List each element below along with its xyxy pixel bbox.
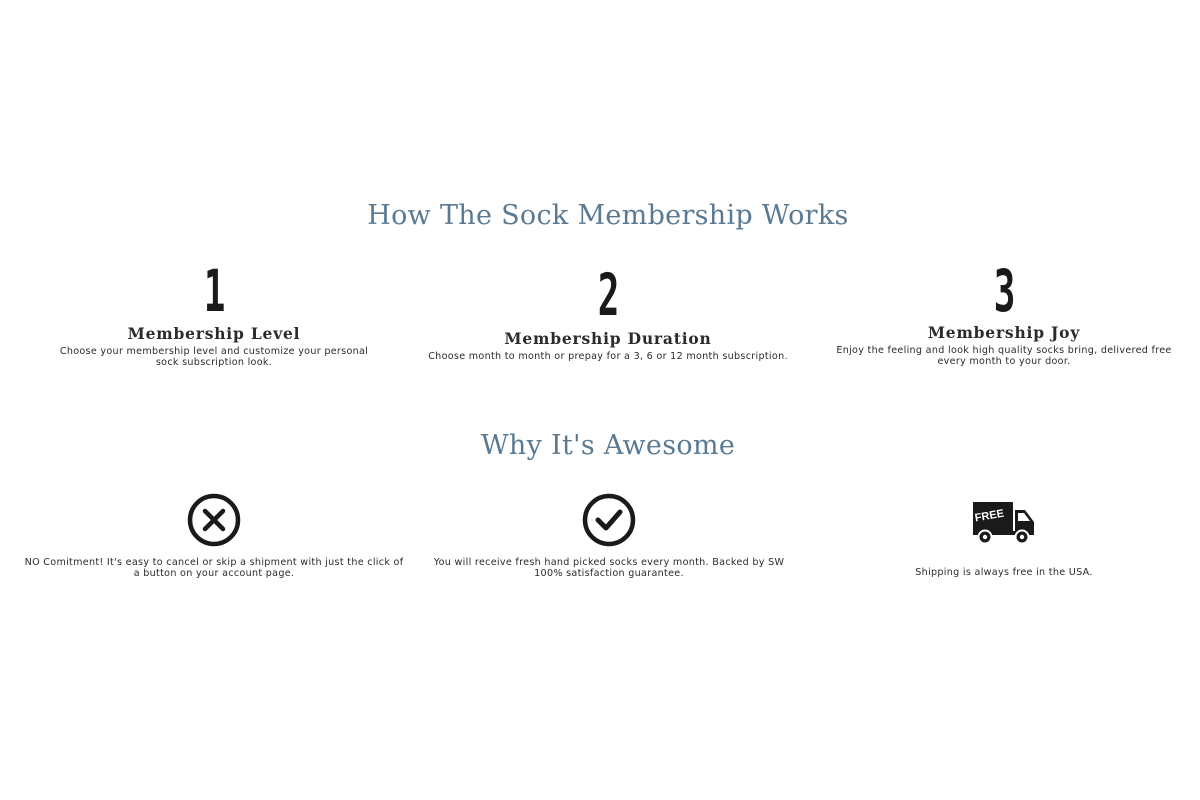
feature-free-shipping [826,492,1182,579]
how-it-works-title: How The Sock Membership Works [367,200,849,231]
step-description: Enjoy the feeling and look high quality socks bring, delivered free every month to your door. [836,345,1172,367]
step-description: Choose your membership level and customize your personal sock subscription look. [59,346,369,368]
step-heading: Membership Joy [927,323,1081,342]
feature-description: You will receive fresh hand picked socks every month. Backed by SW 100% satisfaction guarantee. [433,557,785,579]
why-awesome-title: Why It's Awesome [480,430,736,461]
checkmark-circle-icon [424,490,794,550]
step-membership-level [40,257,388,368]
step-description: Choose month to month or prepay for a 3, 6 or 12 month subscription. [428,351,788,362]
feature-description: NO Comitment! It's easy to cancel or skip a shipment with just the click of a button on your account page. [24,557,404,579]
free-shipping-truck-icon [826,492,1182,552]
cancel-x-circle-icon [24,490,404,550]
feature-description: Shipping is always free in the USA. [915,567,1093,578]
free-badge-text: FREE [973,507,1005,525]
step-heading: Membership Duration [504,329,712,348]
feature-no-commitment [24,490,404,579]
step-number-1: 1 [203,257,225,325]
step-membership-joy [826,257,1182,367]
step-number-3: 3 [993,257,1015,325]
feature-satisfaction-guarantee [424,490,794,579]
step-heading: Membership Level [127,324,301,343]
step-membership-duration [426,261,790,363]
step-number-2: 2 [597,261,619,329]
